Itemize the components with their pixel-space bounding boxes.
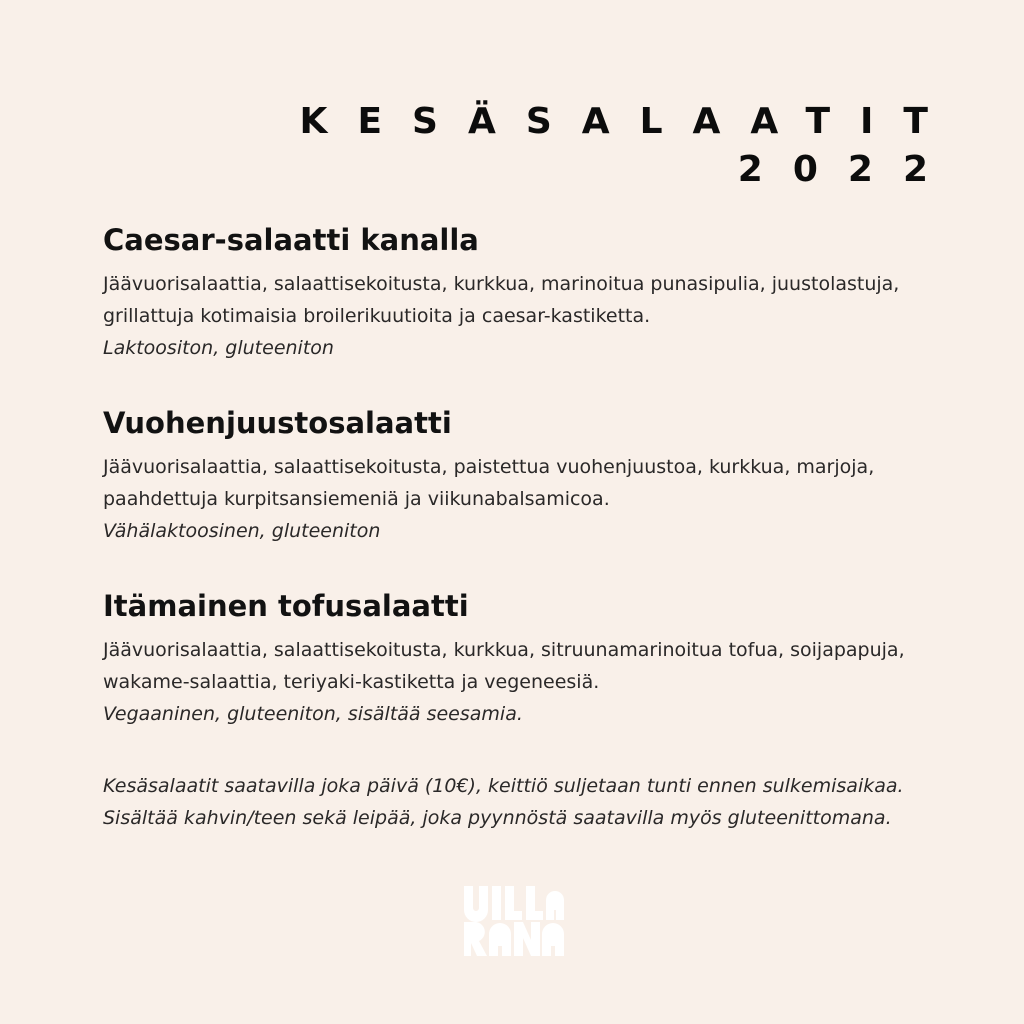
salad-diet: Laktoositon, gluteeniton [103,337,334,359]
salad-name: Vuohenjuustosalaatti [103,406,452,440]
salad-description [103,634,933,730]
salad-description [103,268,933,364]
salad-diet: Vegaaninen, gluteeniton, sisältää seesamia. [103,703,523,725]
salad-ingredients: Jäävuorisalaattia, salaattisekoitusta, kurkkua, marinoitua punasipulia, juustolastuja, grillattuja kotimaisia broilerikuutioita ja caesar-kastiketta. [103,273,900,327]
title-line-1: KESÄSALAATIT [299,101,958,142]
salad-item-tofu [103,586,933,730]
salad-ingredients: Jäävuorisalaattia, salaattisekoitusta, kurkkua, sitruunamarinoitua tofua, soijapapuja, wakame-salaattia, teriyaki-kastiketta ja vegeneesiä. [103,639,905,693]
salad-description [103,451,933,547]
salad-name: Itämainen tofusalaatti [103,589,469,623]
salad-item-goat-cheese [103,403,933,547]
availability-note: Kesäsalaatit saatavilla joka päivä (10€), keittiö suljetaan tunti ennen sulkemisaikaa. Sisältää kahvin/teen sekä leipää, joka pyynnöstä saatavilla myös gluteenittomana. [103,775,904,829]
page-title [299,96,958,192]
title-year: 2022 [737,149,958,190]
salad-diet: Vähälaktoosinen, gluteeniton [103,520,381,542]
salad-ingredients: Jäävuorisalaattia, salaattisekoitusta, paistettua vuohenjuustoa, kurkkua, marjoja, paahdettuja kurpitsansiemeniä ja viikunabalsamicoa. [103,456,875,510]
salad-item-caesar [103,220,933,364]
salad-name: Caesar-salaatti kanalla [103,223,479,257]
villa-rana-logo [462,884,564,958]
